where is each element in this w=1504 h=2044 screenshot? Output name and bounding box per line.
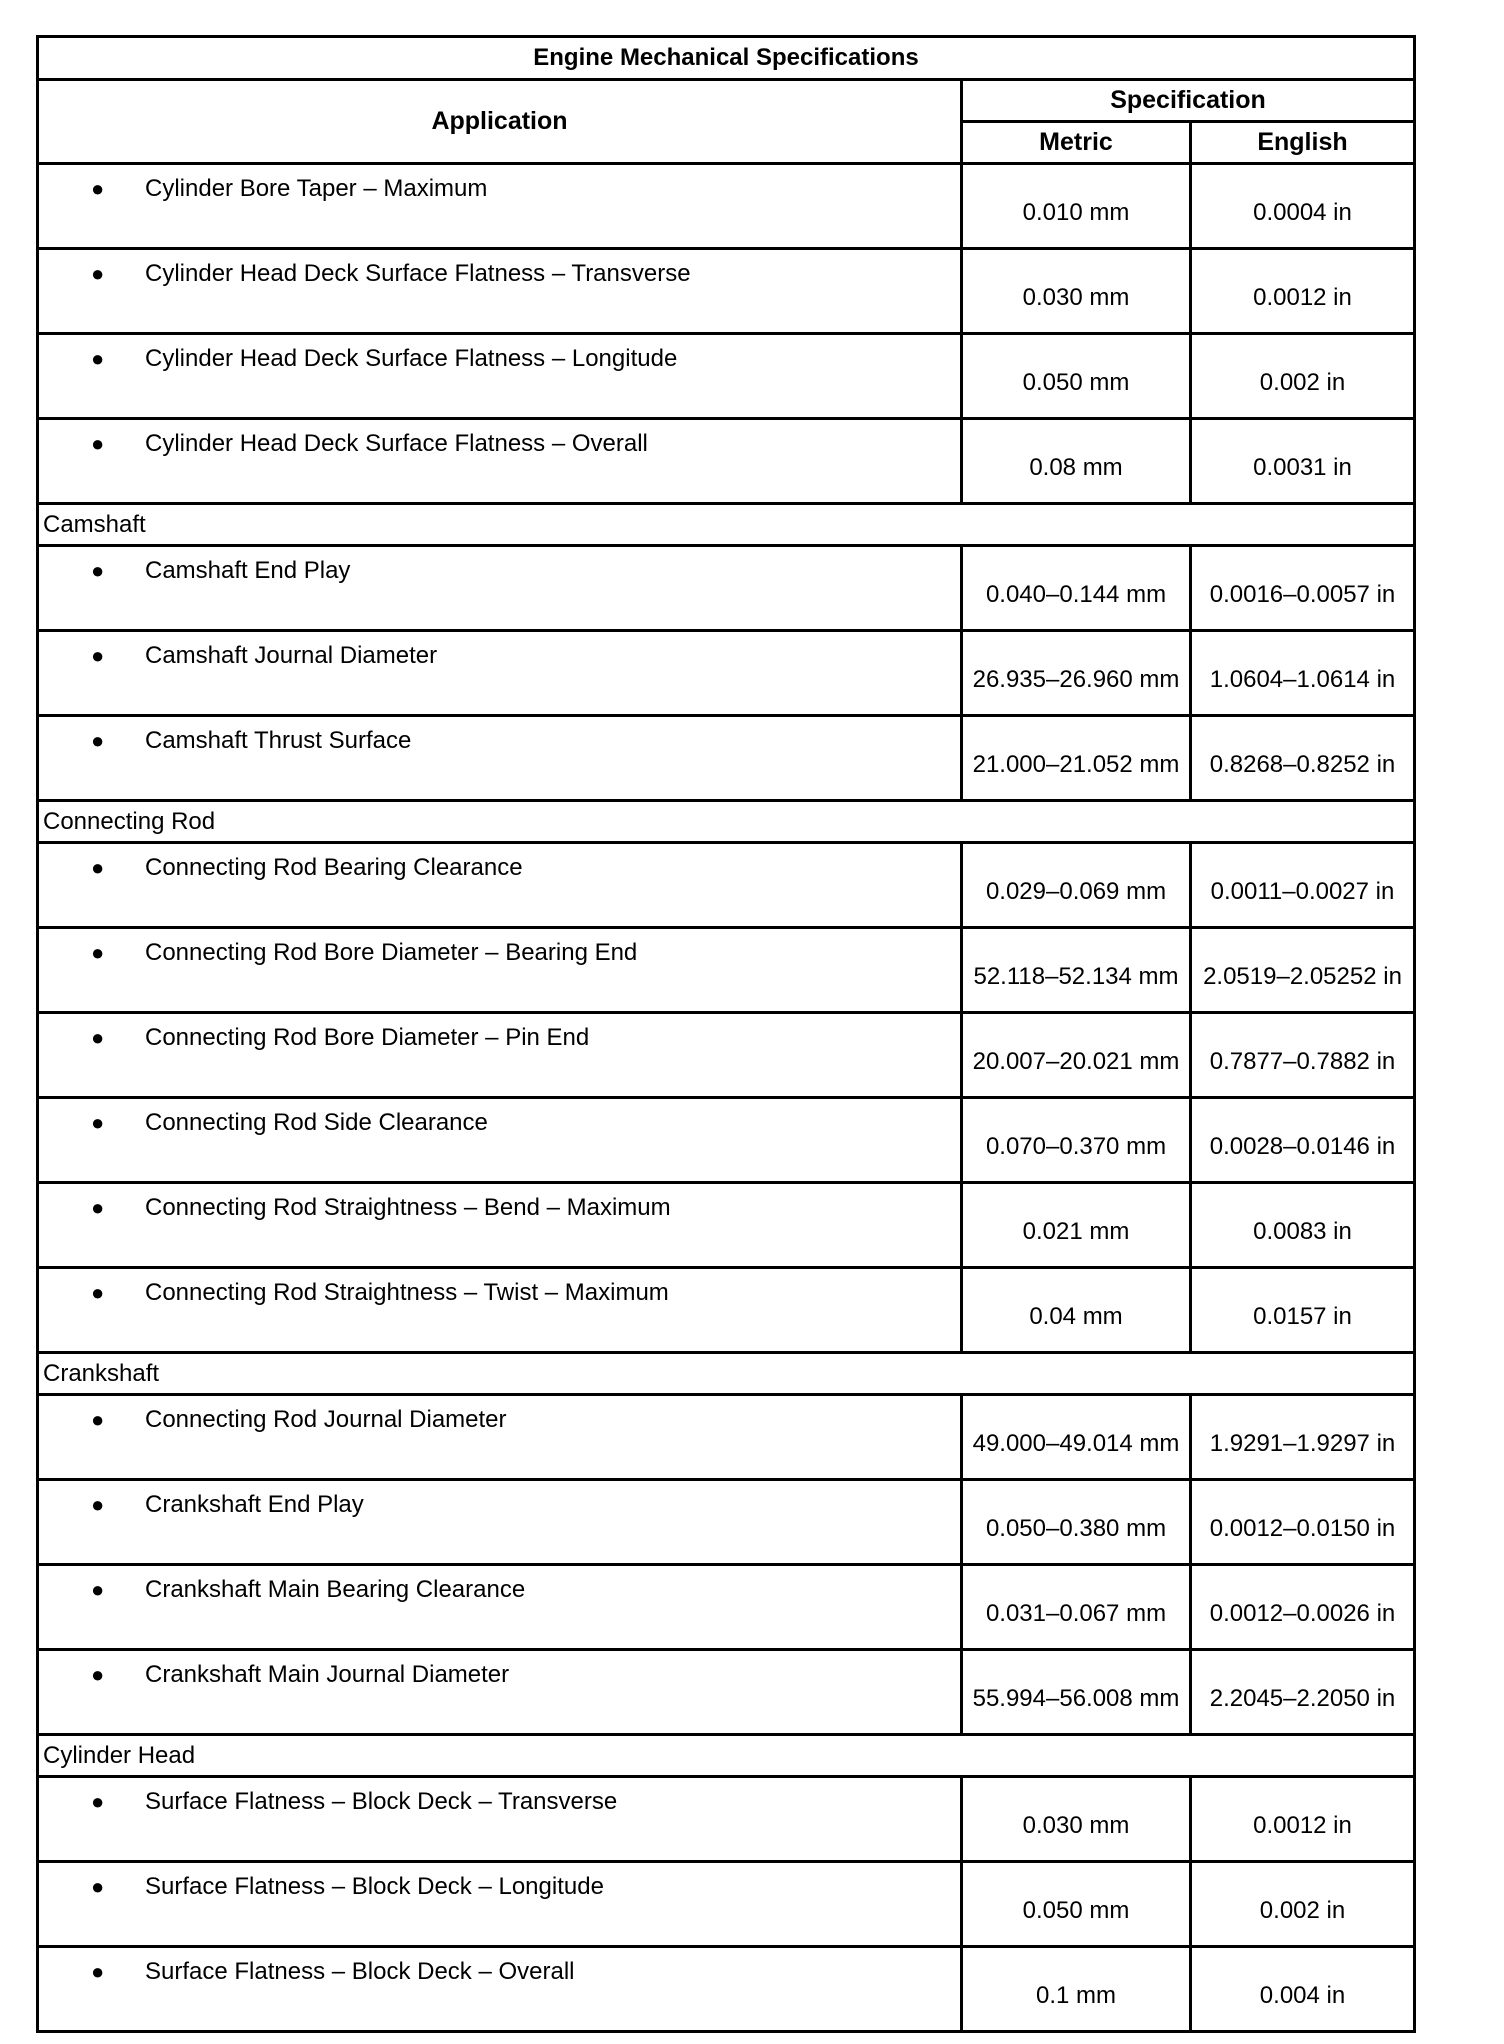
application-cell: [38, 1183, 962, 1268]
application-label: Connecting Rod Straightness – Twist – Maximum: [145, 1279, 669, 1306]
application-label: Cylinder Head Deck Surface Flatness – Transverse: [145, 260, 691, 287]
section-label: Cylinder Head: [38, 1735, 1415, 1777]
english-value: 0.002 in: [1191, 1862, 1415, 1947]
english-value: 2.0519–2.05252 in: [1191, 928, 1415, 1013]
english-value: 0.0012 in: [1191, 1777, 1415, 1862]
metric-value: 0.031–0.067 mm: [962, 1565, 1191, 1650]
application-cell: [38, 1480, 962, 1565]
application-label: Connecting Rod Bore Diameter – Bearing End: [145, 939, 638, 966]
metric-value: 0.021 mm: [962, 1183, 1191, 1268]
metric-value: 0.050–0.380 mm: [962, 1480, 1191, 1565]
application-cell: [38, 1013, 962, 1098]
application-label: Connecting Rod Bore Diameter – Pin End: [145, 1024, 590, 1051]
bullet-icon: ●: [91, 1110, 105, 1135]
application-cell: [38, 419, 962, 504]
table-row: [38, 1565, 1415, 1650]
table-row: [38, 1395, 1415, 1480]
table-row: [38, 1862, 1415, 1947]
table-row: [38, 1013, 1415, 1098]
bullet-icon: ●: [91, 346, 105, 371]
metric-value: 20.007–20.021 mm: [962, 1013, 1191, 1098]
bullet-icon: ●: [91, 261, 105, 286]
header-english: English: [1191, 122, 1415, 164]
application-label: Cylinder Head Deck Surface Flatness – Longitude: [145, 345, 678, 372]
bullet-icon: ●: [91, 940, 105, 965]
application-cell: [38, 1098, 962, 1183]
header-metric: Metric: [962, 122, 1191, 164]
application-label: Surface Flatness – Block Deck – Overall: [145, 1958, 575, 1985]
english-value: 0.0031 in: [1191, 419, 1415, 504]
metric-value: 26.935–26.960 mm: [962, 631, 1191, 716]
english-value: 0.0028–0.0146 in: [1191, 1098, 1415, 1183]
application-label: Cylinder Head Deck Surface Flatness – Overall: [145, 430, 648, 457]
metric-value: 0.04 mm: [962, 1268, 1191, 1353]
application-cell: [38, 1268, 962, 1353]
table-row: [38, 1480, 1415, 1565]
application-label: Camshaft Journal Diameter: [145, 642, 438, 669]
section-label: Connecting Rod: [38, 801, 1415, 843]
bullet-icon: ●: [91, 1789, 105, 1814]
table-row: [38, 1777, 1415, 1862]
section-label: Camshaft: [38, 504, 1415, 546]
bullet-icon: ●: [91, 1874, 105, 1899]
english-value: 0.0004 in: [1191, 164, 1415, 249]
application-label: Surface Flatness – Block Deck – Transverse: [145, 1788, 618, 1815]
metric-value: 52.118–52.134 mm: [962, 928, 1191, 1013]
metric-value: 21.000–21.052 mm: [962, 716, 1191, 801]
english-value: 0.0012 in: [1191, 249, 1415, 334]
application-cell: [38, 631, 962, 716]
application-label: Connecting Rod Straightness – Bend – Maximum: [145, 1194, 671, 1221]
bullet-icon: ●: [91, 176, 105, 201]
english-value: 0.7877–0.7882 in: [1191, 1013, 1415, 1098]
bullet-icon: ●: [91, 1577, 105, 1602]
metric-value: 0.010 mm: [962, 164, 1191, 249]
bullet-icon: ●: [91, 643, 105, 668]
english-value: 1.0604–1.0614 in: [1191, 631, 1415, 716]
table-row: [38, 546, 1415, 631]
bullet-icon: ●: [91, 728, 105, 753]
bullet-icon: ●: [91, 1492, 105, 1517]
application-label: Crankshaft Main Bearing Clearance: [145, 1576, 526, 1603]
table-row: [38, 843, 1415, 928]
bullet-icon: ●: [91, 1662, 105, 1687]
table-row: [38, 1650, 1415, 1735]
table-row: [38, 164, 1415, 249]
table-row: [38, 249, 1415, 334]
english-value: 0.0157 in: [1191, 1268, 1415, 1353]
application-cell: [38, 334, 962, 419]
english-value: 2.2045–2.2050 in: [1191, 1650, 1415, 1735]
header-application: Application: [38, 80, 962, 164]
application-cell: [38, 843, 962, 928]
application-cell: [38, 1862, 962, 1947]
bullet-icon: ●: [91, 855, 105, 880]
bullet-icon: ●: [91, 1195, 105, 1220]
metric-value: 0.050 mm: [962, 334, 1191, 419]
engine-spec-table: [36, 35, 1416, 2033]
table-row: [38, 334, 1415, 419]
metric-value: 0.029–0.069 mm: [962, 843, 1191, 928]
application-label: Crankshaft End Play: [145, 1491, 364, 1518]
application-cell: [38, 1947, 962, 2032]
application-label: Surface Flatness – Block Deck – Longitude: [145, 1873, 604, 1900]
application-label: Crankshaft Main Journal Diameter: [145, 1661, 510, 1688]
application-cell: [38, 546, 962, 631]
application-cell: [38, 1565, 962, 1650]
metric-value: 49.000–49.014 mm: [962, 1395, 1191, 1480]
bullet-icon: ●: [91, 558, 105, 583]
metric-value: 0.1 mm: [962, 1947, 1191, 2032]
english-value: 0.0083 in: [1191, 1183, 1415, 1268]
table-row: [38, 1098, 1415, 1183]
application-cell: [38, 928, 962, 1013]
application-cell: [38, 1395, 962, 1480]
bullet-icon: ●: [91, 431, 105, 456]
application-label: Connecting Rod Bearing Clearance: [145, 854, 523, 881]
section-row: [38, 504, 1415, 546]
metric-value: 55.994–56.008 mm: [962, 1650, 1191, 1735]
table-row: [38, 716, 1415, 801]
bullet-icon: ●: [91, 1025, 105, 1050]
table-row: [38, 928, 1415, 1013]
application-label: Connecting Rod Side Clearance: [145, 1109, 488, 1136]
english-value: 0.0012–0.0026 in: [1191, 1565, 1415, 1650]
english-value: 1.9291–1.9297 in: [1191, 1395, 1415, 1480]
section-row: [38, 1353, 1415, 1395]
table-row: [38, 1183, 1415, 1268]
english-value: 0.002 in: [1191, 334, 1415, 419]
table-title: Engine Mechanical Specifications: [38, 37, 1415, 80]
table-row: [38, 631, 1415, 716]
bullet-icon: ●: [91, 1959, 105, 1984]
table-row: [38, 419, 1415, 504]
metric-value: 0.030 mm: [962, 249, 1191, 334]
section-label: Crankshaft: [38, 1353, 1415, 1395]
metric-value: 0.08 mm: [962, 419, 1191, 504]
table-row: [38, 1268, 1415, 1353]
bullet-icon: ●: [91, 1407, 105, 1432]
english-value: 0.0011–0.0027 in: [1191, 843, 1415, 928]
english-value: 0.0012–0.0150 in: [1191, 1480, 1415, 1565]
application-cell: [38, 1777, 962, 1862]
section-row: [38, 1735, 1415, 1777]
table-row: [38, 1947, 1415, 2032]
application-label: Camshaft Thrust Surface: [145, 727, 412, 754]
application-cell: [38, 716, 962, 801]
section-row: [38, 801, 1415, 843]
application-cell: [38, 249, 962, 334]
header-specification: Specification: [962, 80, 1415, 122]
metric-value: 0.050 mm: [962, 1862, 1191, 1947]
application-label: Connecting Rod Journal Diameter: [145, 1406, 507, 1433]
application-label: Cylinder Bore Taper – Maximum: [145, 175, 488, 202]
bullet-icon: ●: [91, 1280, 105, 1305]
application-cell: [38, 1650, 962, 1735]
english-value: 0.0016–0.0057 in: [1191, 546, 1415, 631]
application-label: Camshaft End Play: [145, 557, 351, 584]
english-value: 0.8268–0.8252 in: [1191, 716, 1415, 801]
application-cell: [38, 164, 962, 249]
metric-value: 0.040–0.144 mm: [962, 546, 1191, 631]
metric-value: 0.070–0.370 mm: [962, 1098, 1191, 1183]
metric-value: 0.030 mm: [962, 1777, 1191, 1862]
english-value: 0.004 in: [1191, 1947, 1415, 2032]
